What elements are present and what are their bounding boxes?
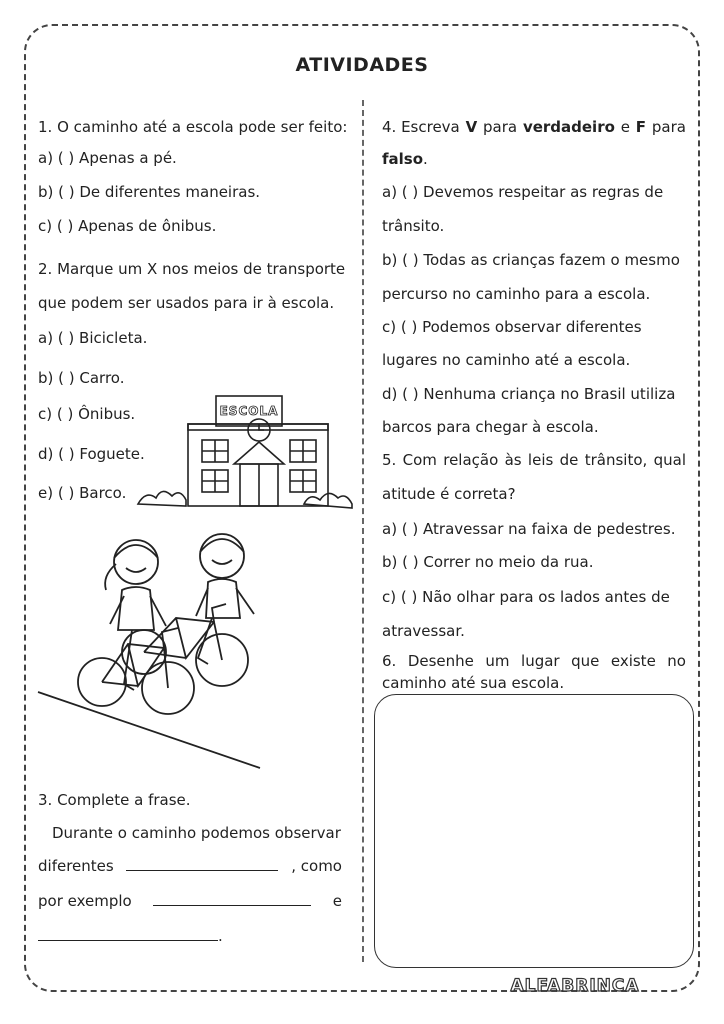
q4-text-escreva: 4. Escreva	[382, 118, 460, 136]
q4-letter-v: V	[465, 118, 478, 136]
drawing-area[interactable]	[374, 694, 694, 968]
q3-sentence-line2	[38, 856, 342, 876]
q4-text-e: e	[620, 118, 630, 136]
q2-option-b[interactable]: b) ( ) Carro.	[38, 369, 125, 387]
q1-option-a[interactable]: a) ( ) Apenas a pé.	[38, 149, 177, 167]
q3-period: .	[218, 927, 223, 945]
q6-question-line1: 6. Desenhe um lugar que existe no	[382, 652, 686, 670]
q3-word-como: , como	[291, 857, 342, 875]
q4-item-d-line1[interactable]: d) ( ) Nenhuma criança no Brasil utiliza	[382, 385, 676, 403]
q2-option-e[interactable]: e) ( ) Barco.	[38, 484, 127, 502]
q4-word-falso: falso	[382, 150, 424, 168]
school-illustration	[136, 384, 358, 514]
q5-question-line1: 5. Com relação às leis de trânsito, qual	[382, 451, 686, 469]
q5-question-line2: atitude é correta?	[382, 485, 516, 503]
q3-word-por-exemplo: por exemplo	[38, 892, 132, 910]
alfabrinca-logo	[505, 970, 645, 1000]
logo-text: ALFABRINCA	[510, 976, 640, 996]
q3-sentence-line3	[38, 891, 342, 911]
q4-period: .	[423, 150, 428, 168]
q1-option-c[interactable]: c) ( ) Apenas de ônibus.	[38, 217, 217, 235]
q5-option-a[interactable]: a) ( ) Atravessar na faixa de pedestres.	[382, 520, 676, 538]
q4-item-a-line1[interactable]: a) ( ) Devemos respeitar as regras de	[382, 183, 664, 201]
q5-option-c-line2: atravessar.	[382, 622, 465, 640]
q4-letter-f: F	[635, 118, 647, 136]
q4-item-c-line1[interactable]: c) ( ) Podemos observar diferentes	[382, 318, 642, 336]
q1-option-b[interactable]: b) ( ) De diferentes maneiras.	[38, 183, 261, 201]
q4-item-d-line2: barcos para chegar à escola.	[382, 418, 599, 436]
q3-blank-2[interactable]	[153, 891, 311, 906]
q2-option-a[interactable]: a) ( ) Bicicleta.	[38, 329, 148, 347]
q3-sentence-line1: Durante o caminho podemos observar	[52, 824, 341, 842]
q4-question-line1	[382, 117, 686, 137]
q2-question-line1: 2. Marque um X nos meios de transporte	[38, 260, 346, 278]
q1-question: 1. O caminho até a escola pode ser feito:	[38, 118, 348, 136]
q2-question-line2: que podem ser usados para ir à escola.	[38, 294, 335, 312]
q3-sentence-line4	[38, 926, 223, 946]
school-sign-text: ESCOLA	[219, 404, 279, 418]
q3-blank-1[interactable]	[126, 856, 278, 871]
q4-item-b-line2: percurso no caminho para a escola.	[382, 285, 651, 303]
q4-text-para-2: para	[651, 118, 686, 136]
q4-item-b-line1[interactable]: b) ( ) Todas as crianças fazem o mesmo	[382, 251, 680, 269]
q5-option-b[interactable]: b) ( ) Correr no meio da rua.	[382, 553, 594, 571]
q3-word-e: e	[332, 892, 342, 910]
q4-item-a-line2: trânsito.	[382, 217, 445, 235]
q6-question-line2: caminho até sua escola.	[382, 674, 565, 692]
q4-question-line2	[382, 149, 428, 169]
kids-bicycles-illustration	[36, 518, 286, 772]
q4-item-c-line2: lugares no caminho até a escola.	[382, 351, 631, 369]
q3-word-diferentes: diferentes	[38, 857, 114, 875]
q5-option-c-line1[interactable]: c) ( ) Não olhar para os lados antes de	[382, 588, 670, 606]
q2-option-c[interactable]: c) ( ) Ônibus.	[38, 405, 136, 423]
q2-option-d[interactable]: d) ( ) Foguete.	[38, 445, 145, 463]
column-divider	[362, 100, 364, 962]
q3-question: 3. Complete a frase.	[38, 791, 191, 809]
q3-blank-3[interactable]	[38, 926, 218, 941]
page-title: ATIVIDADES	[295, 54, 429, 76]
q4-word-verdadeiro: verdadeiro	[522, 118, 615, 136]
q4-text-para-1: para	[483, 118, 518, 136]
